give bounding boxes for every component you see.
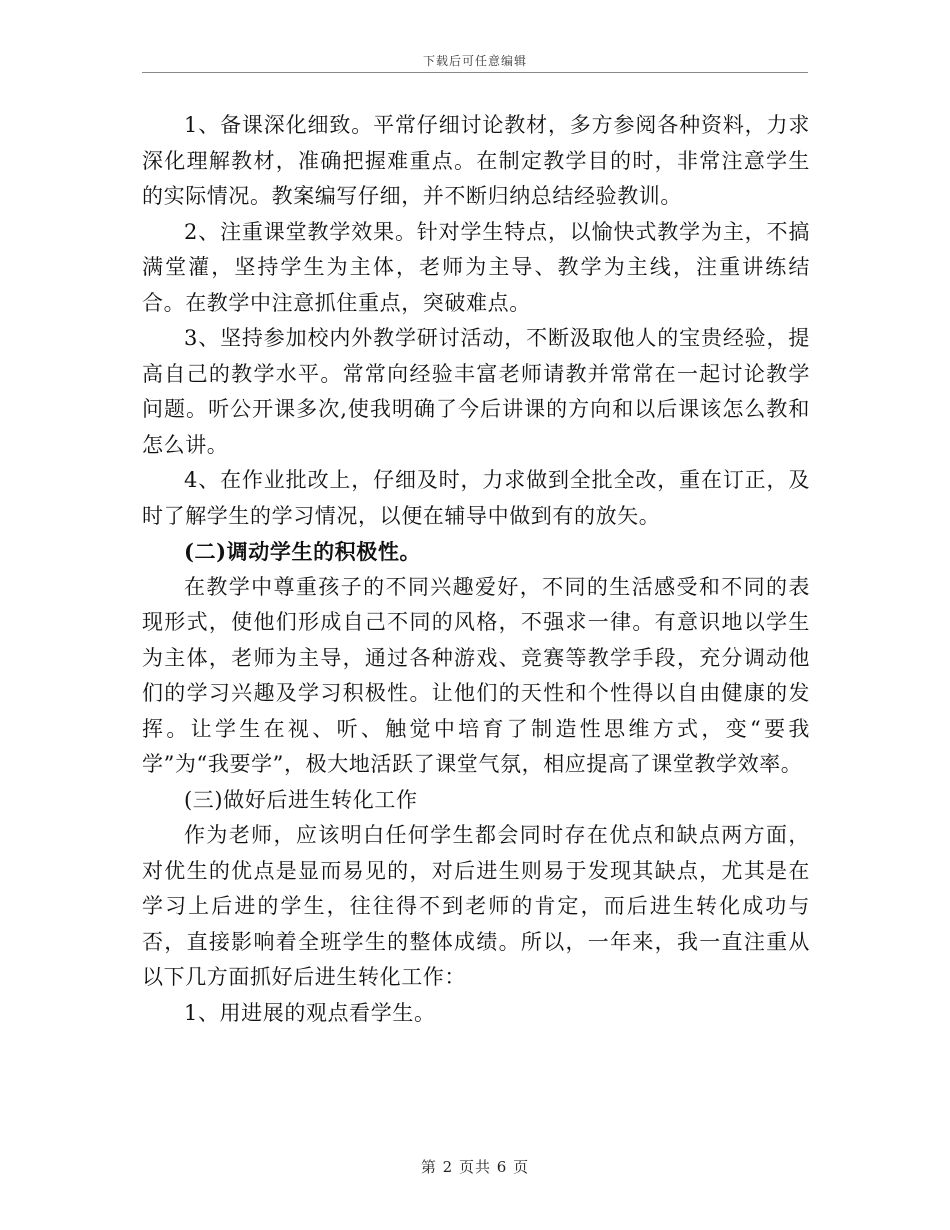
document-body bbox=[142, 108, 810, 1031]
section-heading-underachievers: (三)做好后进生转化工作 bbox=[184, 787, 418, 812]
paragraph-research-activities: 3、坚持参加校内外教学研讨活动，不断汲取他人的宝贵经验，提高自己的教学水平。常常向经验丰富老师请教并常常在一起讨论教学问题。听公开课多次,使我明确了今后讲课的方向和以后课该怎么教和怎么讲。 bbox=[142, 326, 810, 457]
paragraph-classroom-effect: 2、注重课堂教学效果。针对学生特点，以愉快式教学为主，不搞满堂灌，坚持学生为主体，老师为主导、教学为主线，注重讲练结合。在教学中注意抓住重点，突破难点。 bbox=[142, 219, 810, 315]
paragraph-development-view: 1、用进展的观点看学生。 bbox=[184, 1000, 436, 1025]
section-heading-motivation: (二)调动学生的积极性。 bbox=[184, 539, 422, 564]
paragraph-underachievers: 作为老师，应该明白任何学生都会同时存在优点和缺点两方面，对优生的优点是显而易见的，对后进生则易于发现其缺点，尤其是在学习上后进的学生，往往得不到老师的肯定，而后进生转化成功与否，直接影响着全班学生的整体成绩。所以，一年来，我一直注重从以下几方面抓好后进生转化工作： bbox=[142, 823, 810, 989]
paragraph-motivation: 在教学中尊重孩子的不同兴趣爱好，不同的生活感受和不同的表现形式，使他们形成自己不同的风格，不强求一律。有意识地以学生为主体，老师为主导，通过各种游戏、竞赛等教学手段，充分调动他们的学习兴趣及学习积极性。让他们的天性和个性得以自由健康的发挥。让学生在视、听、触觉中培育了制造性思维方式，变“要我学”为“我要学”，极大地活跃了课堂气氛，相应提高了课堂教学效率。 bbox=[142, 574, 810, 776]
paragraph-lesson-prep: 1、备课深化细致。平常仔细讨论教材，多方参阅各种资料，力求深化理解教材，准确把握难重点。在制定教学目的时，非常注意学生的实际情况。教案编写仔细，并不断归纳总结经验教训。 bbox=[142, 113, 810, 208]
paragraph-homework-correction: 4、在作业批改上，仔细及时，力求做到全批全改，重在订正，及时了解学生的学习情况，以便在辅导中做到有的放矢。 bbox=[142, 468, 810, 528]
page-header: 下载后可任意编辑 bbox=[422, 54, 527, 68]
page-footer: 第 2 页共 6 页 bbox=[420, 1158, 530, 1176]
header-divider bbox=[142, 72, 808, 73]
